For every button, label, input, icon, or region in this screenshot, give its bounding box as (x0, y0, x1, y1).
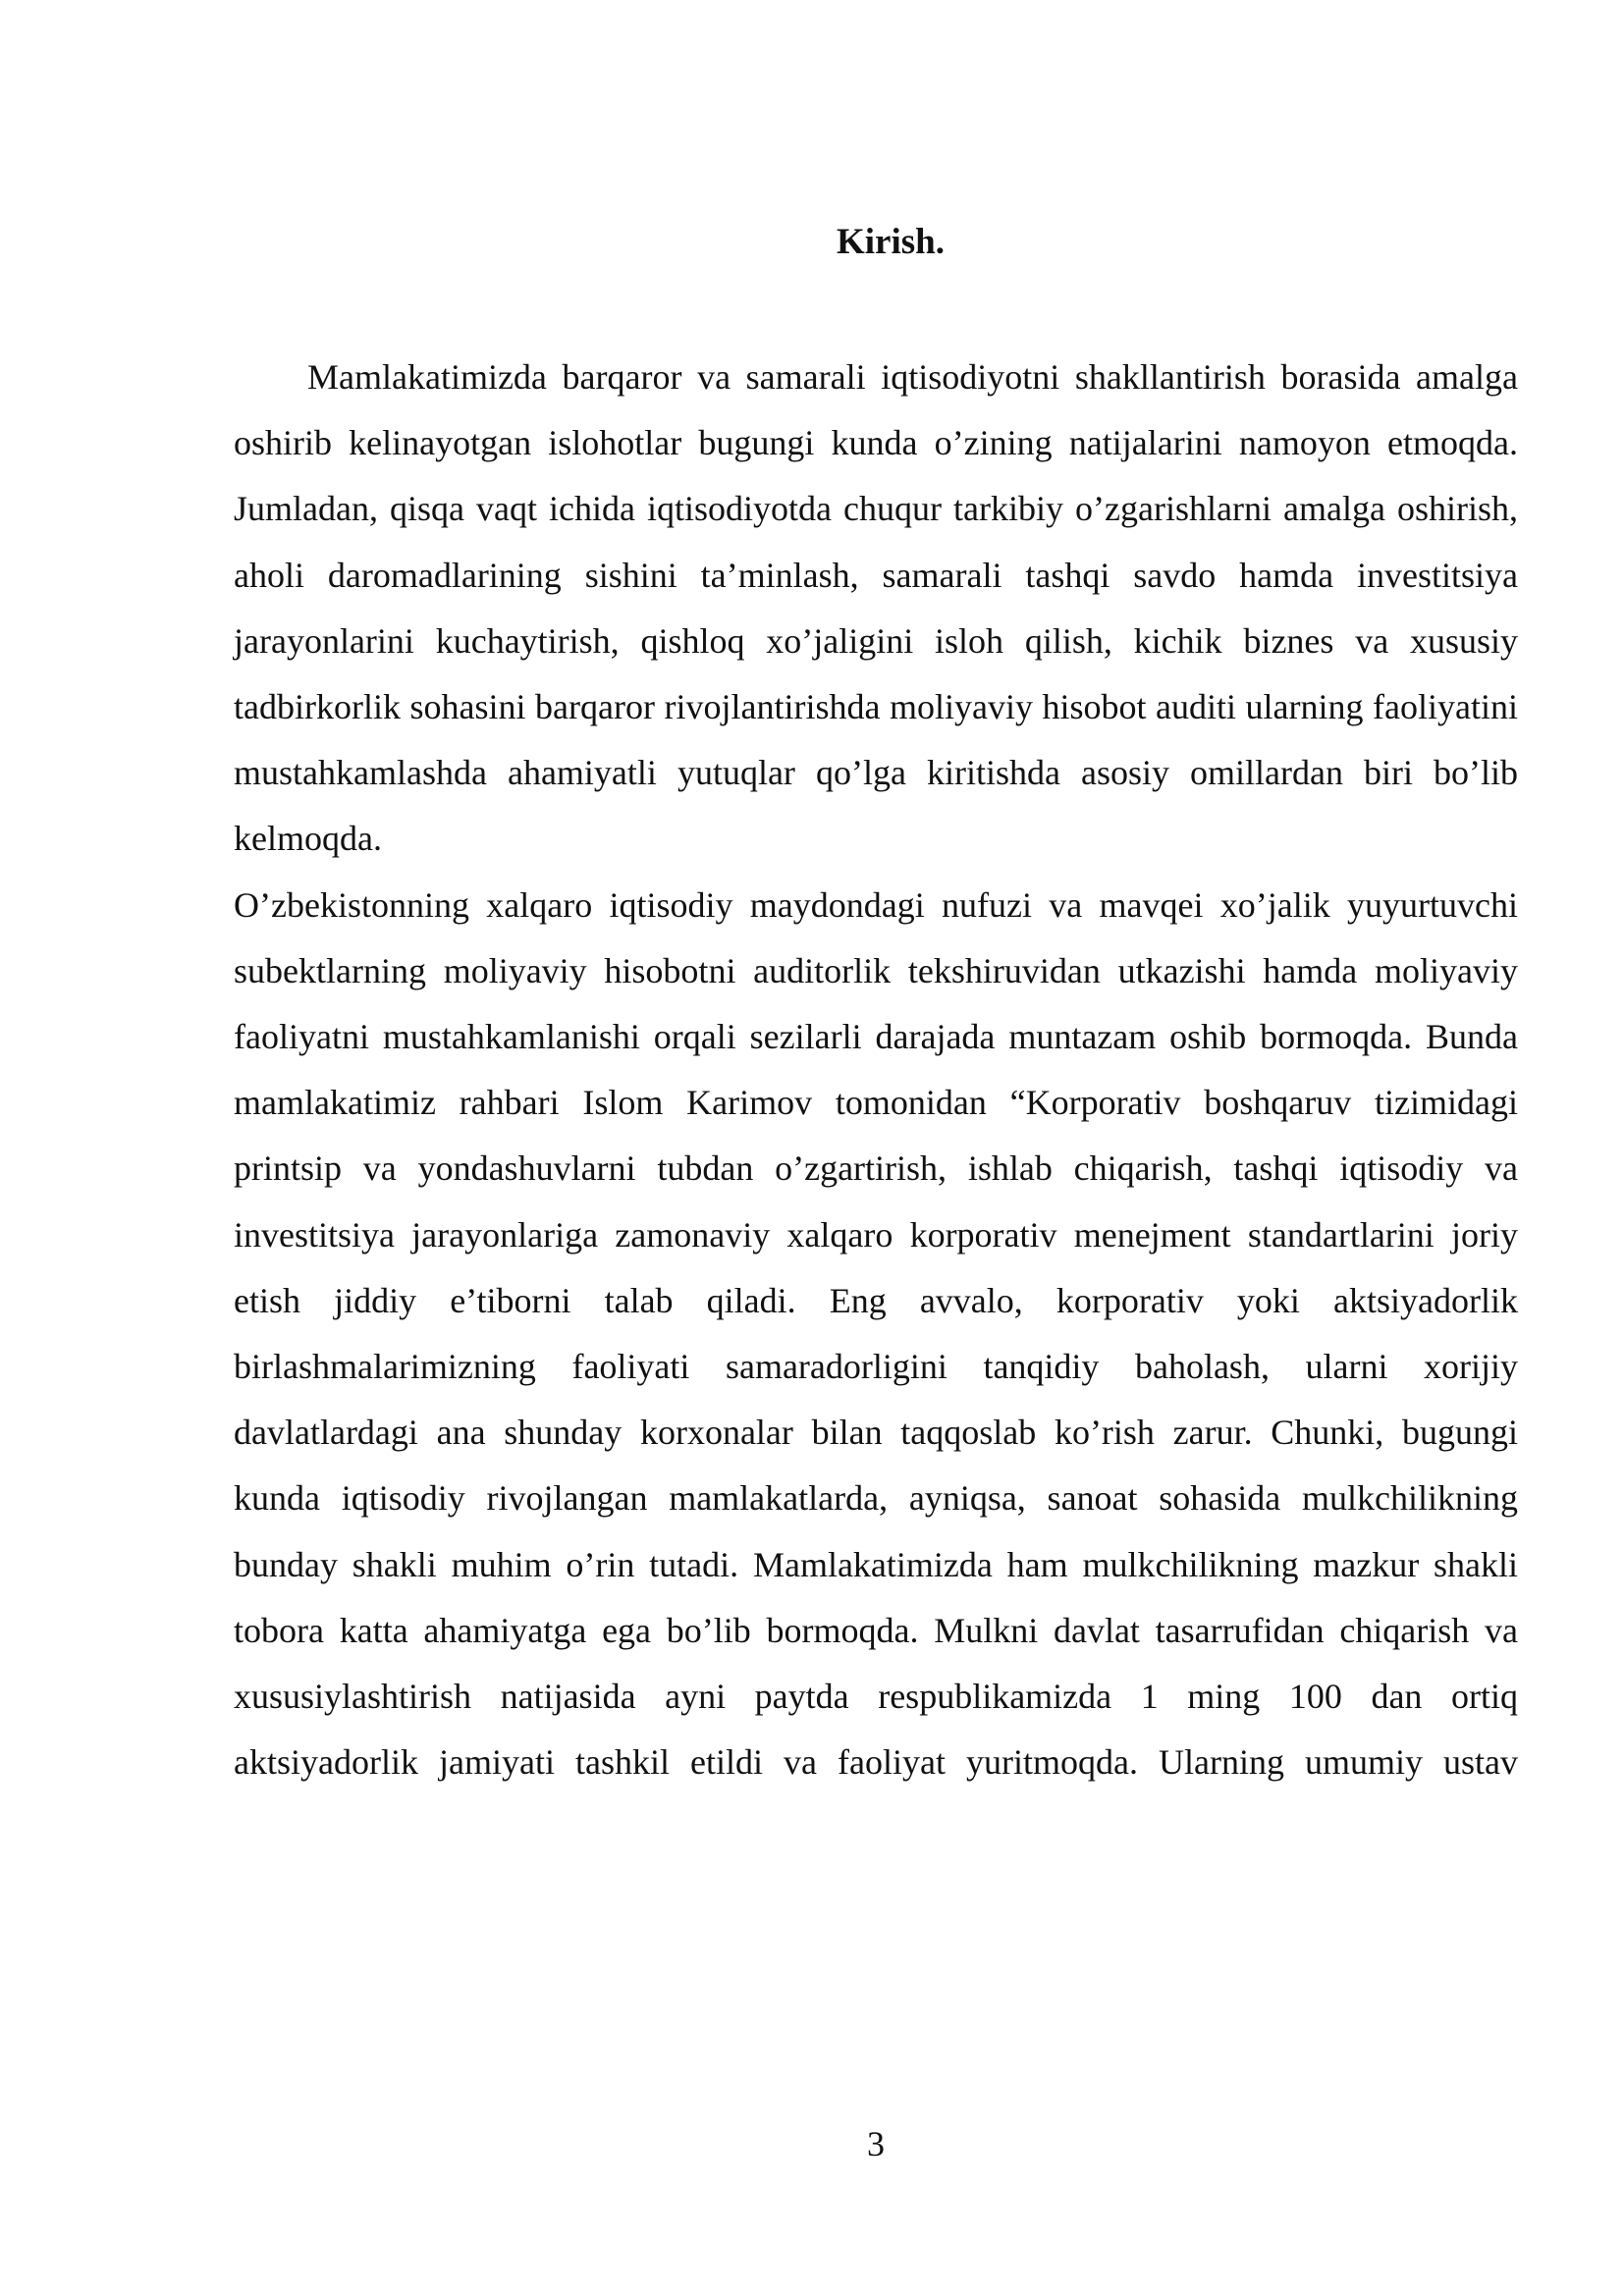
paragraph-1: Mamlakatimizda barqaror va samarali iqtisodiyotni shakllantirish borasida amalga oshirib kelinayotgan islohotlar bugungi kunda o’zining natijalarini namoyon etmoqda. Jumladan, qisqa vaqt ichida iqtisodiyotda chuqur tarkibiy o’zgarishlarni amalga oshirish, aholi daromadlarining sishini ta’minlash, samarali tashqi savdo hamda investitsiya jarayonlarini kuchaytirish, qishloq xo’jaligini isloh qilish, kichik biznes va xususiy tadbirkorlik sohasini barqaror rivojlantirishda moliyaviy hisobot auditi ularning faoliyatini mustahkamlashda ahamiyatli yutuqlar qo’lga kiritishda asosiy omillardan biri bo’lib kelmoqda. (234, 357, 1518, 859)
page-title (234, 218, 1518, 267)
title-text: Kirish. (837, 222, 945, 262)
paragraph-2: O’zbekistonning xalqaro iqtisodiy maydondagi nufuzi va mavqei xo’jalik yuyurtuvchi subektlarning moliyaviy hisobotni auditorlik tekshiruvidan utkazishi hamda moliyaviy faoliyatni mustahkamlanishi orqali sezilarli darajada muntazam oshib bormoqda. Bunda mamlakatimiz rahbari Islom Karimov tomonidan “Korporativ boshqaruv tizimidagi printsip va yondashuvlarni tubdan o’zgartirish, ishlab chiqarish, tashqi iqtisodiy va investitsiya jarayonlariga zamonaviy xalqaro korporativ menejment standartlarini joriy etish jiddiy e’tiborni talab qiladi. Eng avvalo, korporativ yoki aktsiyadorlik birlashmalarimizning faoliyati samaradorligini tanqidiy baholash, ularni xorijiy davlatlardagi ana shunday korxonalar bilan taqqoslab ko’rish zarur. Chunki, bugungi kunda iqtisodiy rivojlangan mamlakatlarda, ayniqsa, sanoat sohasida mulkchilikning bunday shakli muhim o’rin tutadi. Mamlakatimizda ham mulkchilikning mazkur shakli tobora katta ahamiyatga ega bo’lib bormoqda. Mulkni davlat tasarrufidan chiqarish va xususiylashtirish natijasida ayni paytda respublikamizda 1 ming 100 dan ortiq aktsiyadorlik jamiyati tashkil etildi va faoliyat yuritmoqda. Ularning umumiy ustav (234, 884, 1518, 1783)
page-number: 3 (867, 2124, 885, 2163)
body-text (234, 345, 1518, 1795)
